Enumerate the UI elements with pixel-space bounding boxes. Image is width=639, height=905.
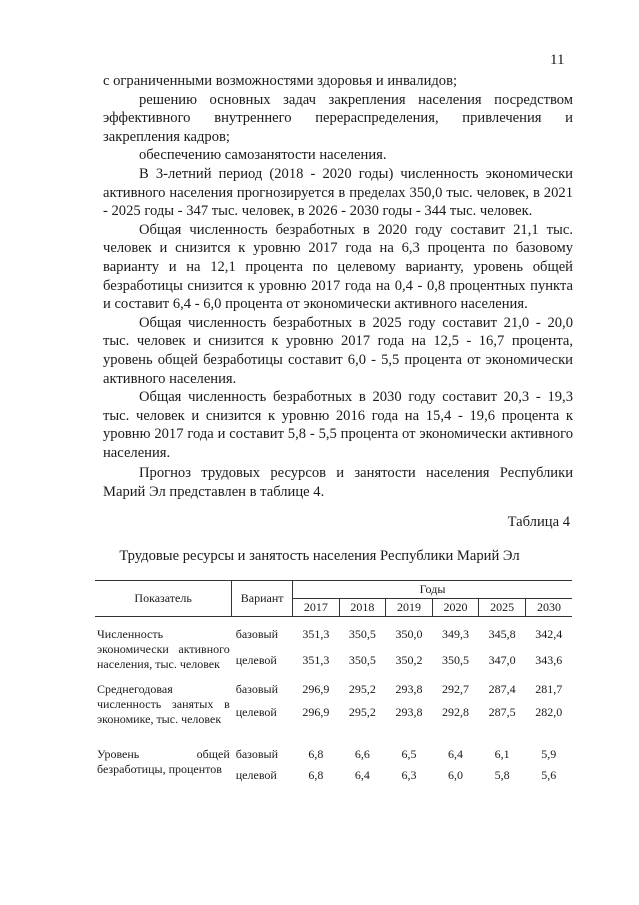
- variant-cell: базовый: [235, 747, 279, 761]
- paragraph: В 3-летний период (2018 - 2020 годы) численность экономически активного населения прогнозируется в пределах 350,0 тыс. человек, в 2021 - 2025 годы - 347 тыс. человек, в 2026 - 2030 годы - 344 тыс. человек.: [103, 165, 573, 220]
- value-cell: 293,8: [395, 682, 423, 696]
- paragraph: Общая численность безработных в 2030 году составит 20,3 - 19,3 тыс. человек и снизится к уровню 2016 года на 15,4 - 19,6 процента к уровню 2017 года и составит 5,8 - 5,5 процента от экономически активного населения.: [103, 389, 573, 461]
- variant-cell: базовый: [235, 627, 279, 641]
- table-row: [95, 617, 572, 647]
- value-cell: 6,6: [354, 747, 370, 761]
- value-cell: 6,8: [308, 768, 324, 782]
- indicator-cell: Уровень общей безработицы, процентов: [97, 747, 230, 776]
- value-cell: 287,4: [488, 682, 516, 696]
- value-cell: 5,9: [541, 747, 557, 761]
- header-year: 2017: [293, 599, 340, 617]
- table-label: Таблица 4: [507, 514, 570, 530]
- value-cell: 342,4: [535, 627, 563, 641]
- table-title: Трудовые ресурсы и занятость населения Республики Марий Эл: [119, 548, 520, 564]
- value-cell: 351,3: [302, 627, 330, 641]
- paragraph: Общая численность безработных в 2025 году составит 21,0 - 20,0 тыс. человек и снизится к уровню 2017 года на 12,5 - 16,7 процента, уровень общей безработицы составит 6,0 - 5,5 процента от экономически активного населения.: [103, 314, 573, 387]
- value-cell: 349,3: [442, 627, 470, 641]
- paragraph: обеспечению самозанятости населения.: [139, 147, 387, 164]
- value-cell: 6,1: [494, 747, 510, 761]
- value-cell: 6,4: [354, 768, 370, 782]
- value-cell: 295,2: [348, 682, 376, 696]
- variant-cell: целевой: [235, 768, 277, 782]
- value-cell: 345,8: [488, 627, 516, 641]
- value-cell: 296,9: [302, 704, 330, 719]
- paragraph: Общая численность безработных в 2020 году составит 21,1 тыс. человек и снизится к уровню 2017 года на 6,3 процента по базовому варианту и на 12,1 процента по целевому варианту, уровень общей безработицы снизится к уровню 2017 года на 0,4 - 0,8 процентных пункта и составит 6,4 - 6,0 процента от экономически активного населения.: [103, 221, 573, 313]
- value-cell: 287,5: [488, 704, 516, 719]
- value-cell: 351,3: [302, 652, 330, 667]
- value-cell: 350,2: [395, 652, 423, 667]
- value-cell: 347,0: [488, 652, 516, 667]
- page-number: 11: [550, 52, 565, 68]
- value-cell: 343,6: [535, 652, 563, 667]
- paragraph: с ограниченными возможностями здоровья и инвалидов;: [103, 73, 458, 89]
- header-year: 2030: [525, 599, 572, 617]
- value-cell: 296,9: [302, 682, 330, 696]
- value-cell: 282,0: [535, 704, 563, 719]
- value-cell: 6,0: [448, 768, 464, 782]
- body-text: [103, 72, 573, 502]
- header-year: 2020: [432, 599, 479, 617]
- indicator-cell: Численность экономически активного населения, тыс. человек: [97, 627, 230, 671]
- value-cell: 6,8: [308, 747, 324, 761]
- value-cell: 5,6: [541, 768, 557, 782]
- data-table: [95, 580, 572, 783]
- value-cell: 293,8: [395, 704, 423, 719]
- header-year: 2019: [386, 599, 433, 617]
- variant-cell: целевой: [235, 652, 277, 667]
- value-cell: 292,8: [442, 704, 470, 719]
- header-variant: Вариант: [232, 581, 293, 617]
- value-cell: 350,0: [395, 627, 423, 641]
- paragraph: Прогноз трудовых ресурсов и занятости населения Республики Марий Эл представлен в таблице 4.: [103, 465, 573, 501]
- value-cell: 6,5: [401, 747, 417, 761]
- value-cell: 350,5: [442, 652, 470, 667]
- table-row: [95, 747, 572, 762]
- paragraph: решению основных задач закрепления населения посредством эффективного внутреннего перераспределения, привлечения и закрепления кадров;: [103, 91, 573, 145]
- indicator-cell: Среднегодовая численность занятых в экономике, тыс. человек: [97, 682, 230, 726]
- value-cell: 6,3: [401, 768, 417, 782]
- value-cell: 350,5: [348, 627, 376, 641]
- header-years: Годы: [293, 581, 572, 599]
- header-indicator: Показатель: [95, 581, 232, 617]
- header-year: 2018: [339, 599, 386, 617]
- table-row: [95, 682, 572, 705]
- header-year: 2025: [479, 599, 526, 617]
- value-cell: 295,2: [348, 704, 376, 719]
- value-cell: 5,8: [494, 768, 510, 782]
- value-cell: 281,7: [535, 682, 563, 696]
- variant-cell: целевой: [235, 704, 277, 719]
- value-cell: 350,5: [348, 652, 376, 667]
- variant-cell: базовый: [235, 682, 279, 696]
- value-cell: 6,4: [448, 747, 464, 761]
- value-cell: 292,7: [442, 682, 470, 696]
